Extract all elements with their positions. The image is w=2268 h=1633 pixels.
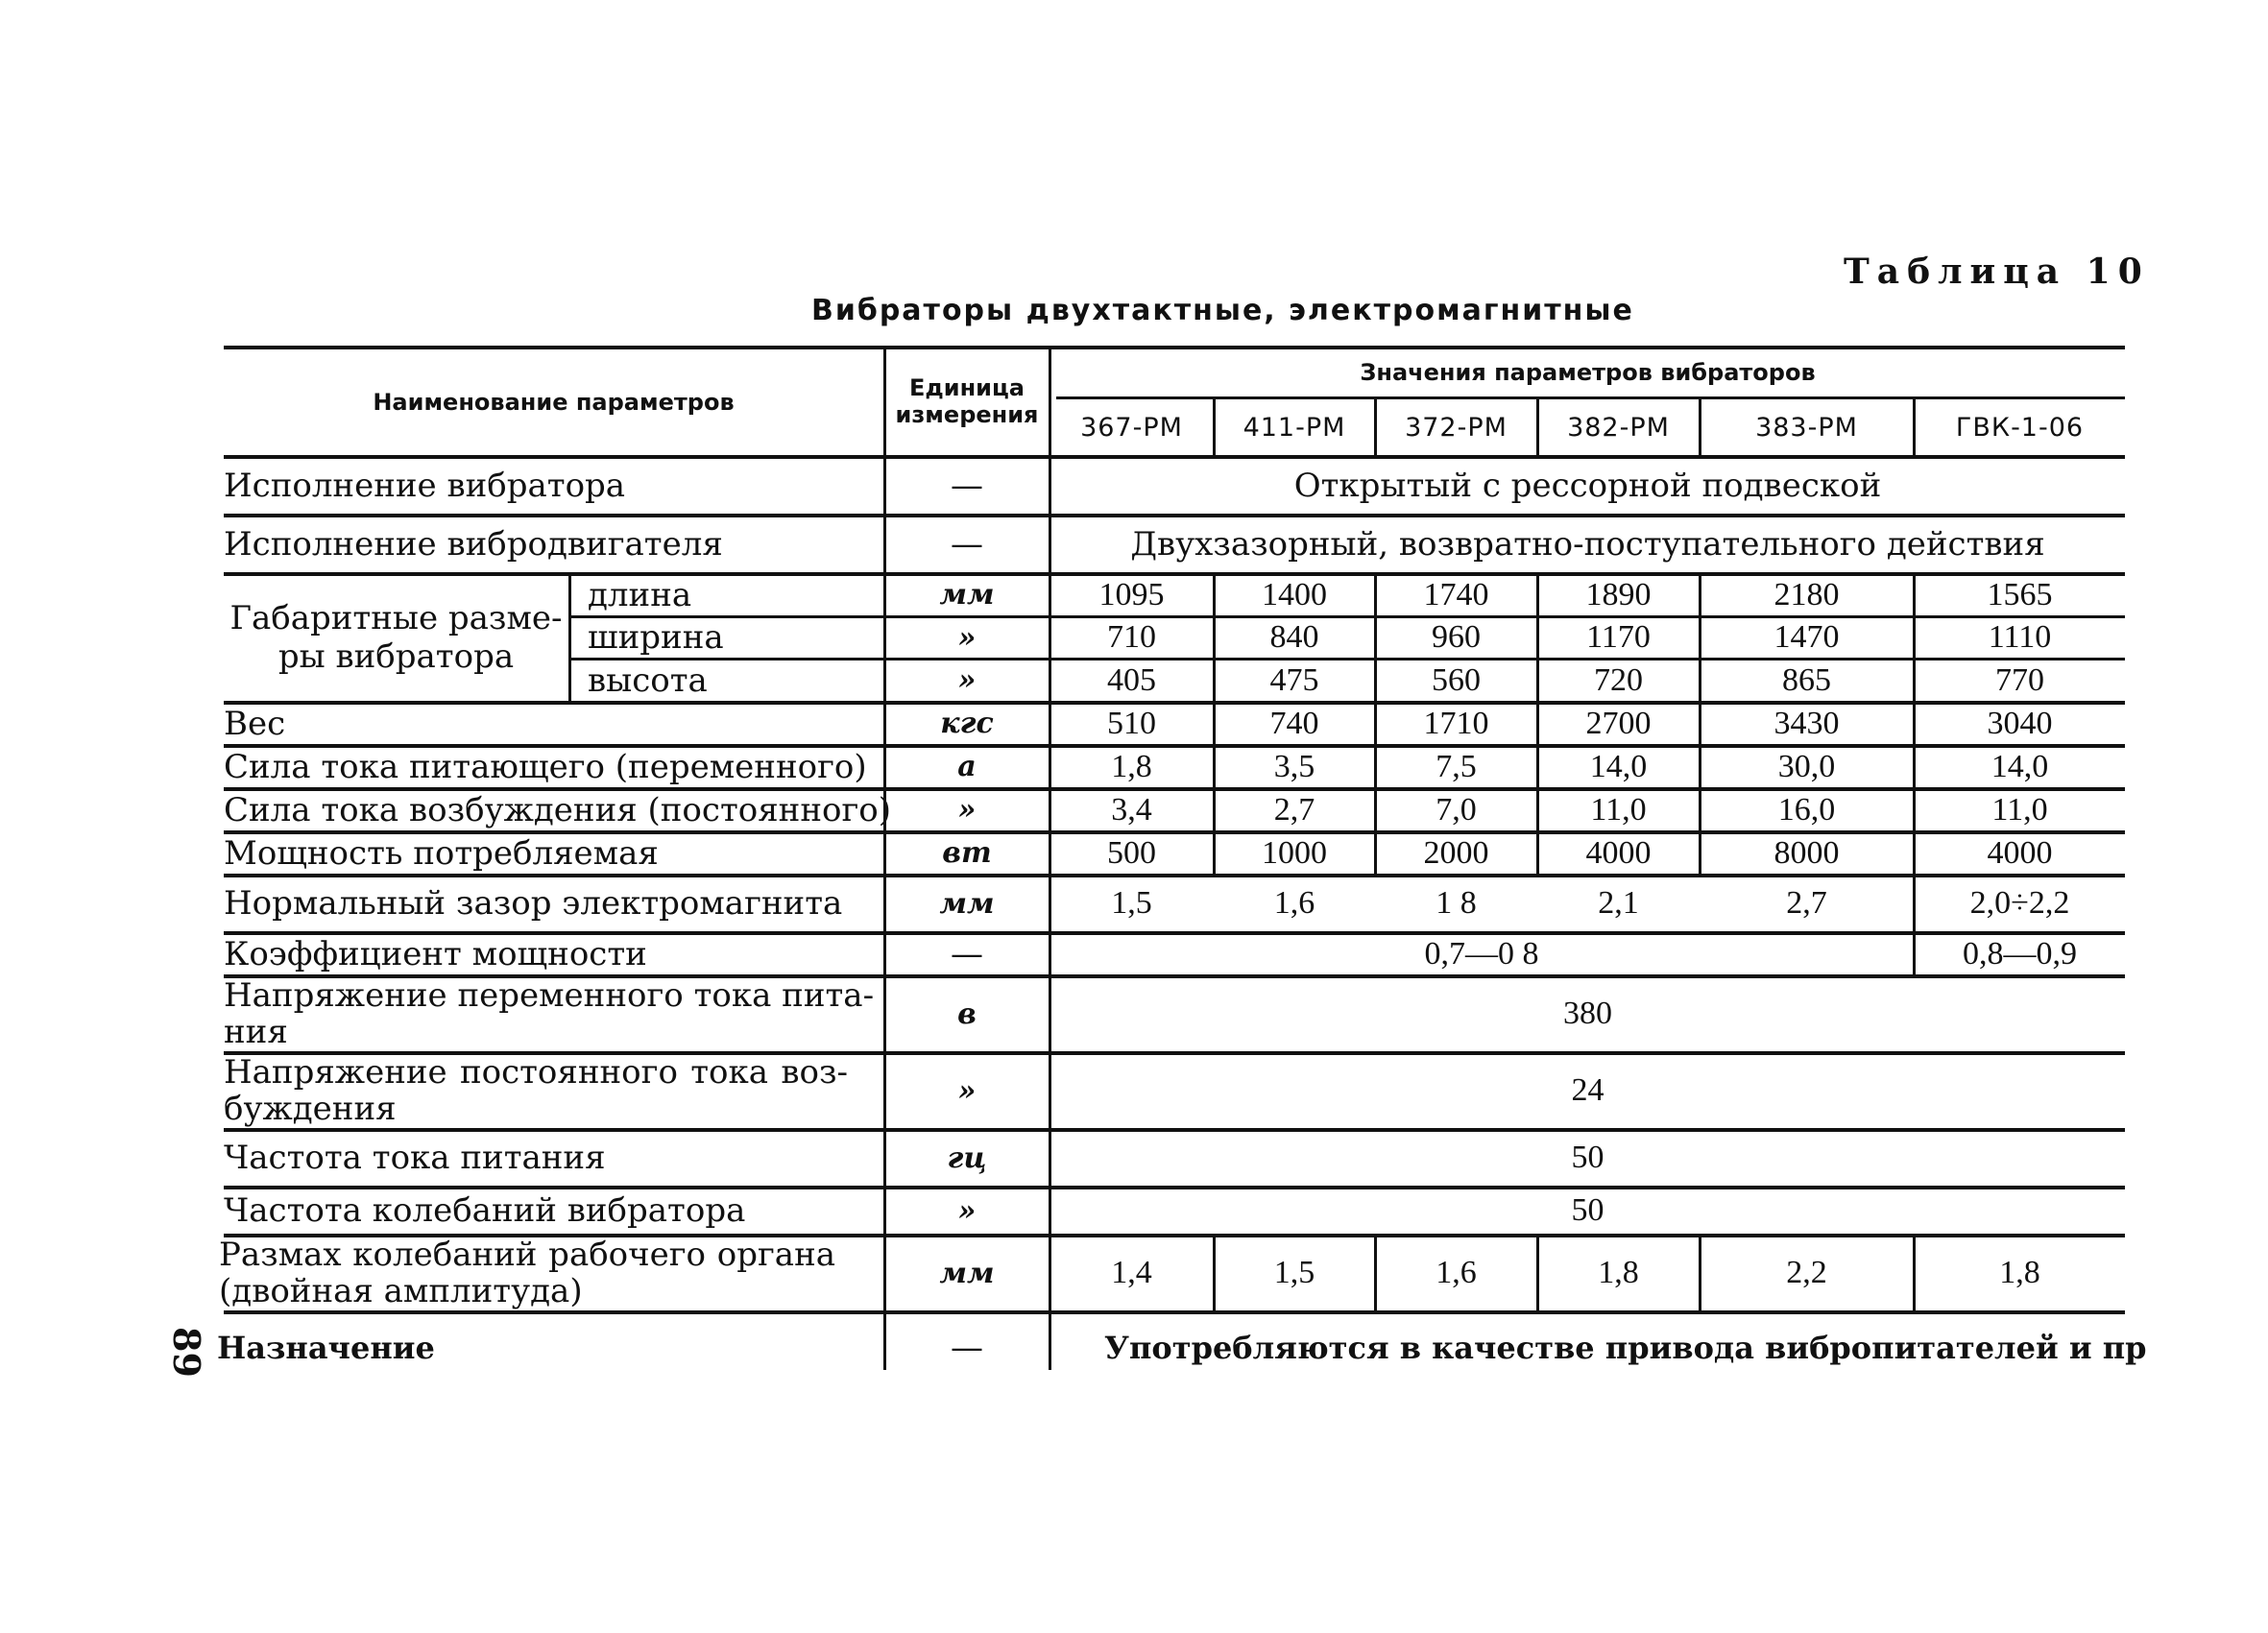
value-gap-411: 1,6: [1273, 885, 1315, 921]
row-name-excitation-current: Сила тока возбуждения (постоянного): [224, 790, 892, 829]
value-supply-current-367: 1,8: [1111, 748, 1152, 784]
model-372-rm: 372-РМ: [1405, 412, 1508, 443]
table-number-label: Таблица 10: [1844, 252, 2150, 292]
value-gap-367: 1,5: [1111, 885, 1152, 921]
value-weight-372: 1710: [1423, 705, 1489, 741]
dims-line2: ры вибратора: [277, 637, 515, 676]
value-supply-current-382: 14,0: [1589, 748, 1648, 784]
value-gap-gvk: 2,0÷2,2: [1969, 885, 2070, 921]
ac-voltage-line2: ния: [224, 1013, 288, 1051]
model-382-rm: 382-РМ: [1567, 412, 1670, 443]
row-unit-motor: —: [951, 524, 983, 564]
value-excitation-current-372: 7,0: [1436, 791, 1477, 828]
row-name-length: длина: [588, 575, 692, 614]
row-unit-width: »: [957, 620, 977, 655]
value-vib-freq: 50: [1571, 1192, 1604, 1228]
value-power-411: 1000: [1262, 834, 1327, 871]
row-name-power-factor: Коэффициент мощности: [224, 934, 647, 973]
value-excitation-current-383: 16,0: [1777, 791, 1836, 828]
value-supply-current-372: 7,5: [1436, 748, 1477, 784]
row-name-amplitude: [219, 1236, 835, 1310]
value-height-411: 475: [1269, 661, 1319, 698]
row-unit-ac-voltage: в: [957, 997, 977, 1031]
row-name-power: Мощность потребляемая: [224, 833, 659, 873]
dims-line1: Габаритные разме-: [229, 599, 563, 637]
table-title: Вибраторы двухтактные, электромагнитные: [811, 294, 1634, 327]
row-name-dims: [224, 574, 568, 701]
row-name-dc-voltage: [224, 1053, 848, 1128]
ac-voltage-line1: Напряжение переменного тока пита-: [224, 976, 875, 1015]
value-width-383: 1470: [1773, 619, 1840, 655]
row-unit-power: вт: [942, 836, 992, 870]
row-name-gap: Нормальный зазор электромагнита: [224, 884, 843, 923]
header-unit-line1: Единица: [909, 374, 1025, 401]
value-width-gvk: 1110: [1988, 619, 2052, 655]
row-name-supply-current: Сила тока питающего (переменного): [224, 747, 867, 786]
value-power-367: 500: [1107, 834, 1156, 871]
value-purpose: Употребляются в качестве привода вибропитателей и пр: [1104, 1330, 2147, 1366]
model-383-rm: 383-РМ: [1755, 412, 1858, 443]
value-supply-current-gvk: 14,0: [1991, 748, 2049, 784]
value-width-382: 1170: [1586, 619, 1651, 655]
value-length-382: 1890: [1585, 576, 1652, 612]
row-name-execution: Исполнение вибратора: [224, 466, 626, 505]
dc-voltage-line2: буждения: [224, 1090, 397, 1128]
row-name-motor: Исполнение вибродвигателя: [224, 524, 723, 564]
value-power-factor-gvk: 0,8—0,9: [1963, 935, 2077, 972]
value-length-383: 2180: [1773, 576, 1840, 612]
value-amplitude-382: 1,8: [1598, 1255, 1639, 1290]
row-unit-weight: кгс: [940, 707, 994, 740]
value-gap-372: 1 8: [1436, 885, 1477, 921]
row-unit-vib-freq: »: [957, 1193, 977, 1228]
row-name-purpose: Назначение: [217, 1330, 435, 1366]
row-name-weight: Вес: [224, 704, 286, 743]
value-height-383: 865: [1782, 661, 1831, 698]
model-367-rm: 367-РМ: [1080, 412, 1183, 443]
row-unit-excitation-current: »: [957, 793, 977, 827]
value-power-factor-main: 0,7—0 8: [1424, 935, 1539, 972]
row-unit-execution: —: [951, 466, 983, 505]
rule-bottom: [224, 1310, 2125, 1314]
value-width-411: 840: [1269, 619, 1319, 655]
header-unit: [885, 363, 1049, 440]
row-value-motor: Двухзазорный, возвратно-поступательного действия: [1130, 524, 2045, 564]
row-unit-supply-current: а: [957, 750, 977, 783]
value-height-367: 405: [1107, 661, 1156, 698]
header-values-group: Значения параметров вибраторов: [1360, 359, 1816, 386]
row-unit-dc-voltage: »: [957, 1073, 977, 1108]
value-height-372: 560: [1432, 661, 1481, 698]
value-amplitude-367: 1,4: [1111, 1255, 1152, 1290]
value-height-382: 720: [1594, 661, 1643, 698]
value-weight-367: 510: [1107, 705, 1156, 741]
value-dc-voltage: 24: [1571, 1072, 1604, 1108]
value-excitation-current-gvk: 11,0: [1991, 791, 2048, 828]
row-name-vib-freq: Частота колебаний вибратора: [224, 1191, 746, 1230]
value-gap-382: 2,1: [1598, 885, 1639, 921]
header-param-name: Наименование параметров: [373, 389, 735, 416]
value-length-411: 1400: [1262, 576, 1327, 612]
row-name-ac-voltage: [224, 976, 875, 1051]
dc-voltage-line1: Напряжение постоянного тока воз-: [224, 1053, 848, 1092]
value-supply-current-411: 3,5: [1273, 748, 1315, 784]
value-power-382: 4000: [1585, 834, 1652, 871]
value-amplitude-411: 1,5: [1273, 1255, 1315, 1290]
value-gap-383: 2,7: [1786, 885, 1827, 921]
col-divider-dims: [568, 574, 571, 701]
row-unit-supply-freq: гц: [947, 1141, 987, 1175]
value-length-367: 1095: [1098, 576, 1165, 612]
row-name-supply-freq: Частота тока питания: [224, 1139, 606, 1177]
row-unit-amplitude: мм: [939, 1256, 995, 1290]
row-unit-length: мм: [939, 578, 995, 612]
header-unit-line2: измерения: [895, 401, 1039, 428]
value-height-gvk: 770: [1995, 661, 2044, 698]
row-unit-purpose: —: [951, 1329, 983, 1367]
value-power-gvk: 4000: [1987, 834, 2053, 871]
value-weight-411: 740: [1269, 705, 1319, 741]
row-unit-power-factor: —: [951, 934, 983, 973]
value-amplitude-383: 2,2: [1786, 1255, 1827, 1290]
value-width-372: 960: [1432, 619, 1481, 655]
row-unit-gap: мм: [939, 886, 995, 921]
value-power-372: 2000: [1423, 834, 1489, 871]
value-excitation-current-411: 2,7: [1273, 791, 1315, 828]
value-weight-382: 2700: [1585, 705, 1652, 741]
model-gvk-1-06: ГВК-1-06: [1955, 412, 2085, 443]
value-weight-gvk: 3040: [1987, 705, 2053, 741]
value-supply-current-383: 30,0: [1777, 748, 1836, 784]
model-411-rm: 411-РМ: [1243, 412, 1346, 443]
value-amplitude-372: 1,6: [1436, 1255, 1477, 1290]
value-supply-freq: 50: [1571, 1140, 1604, 1175]
row-unit-height: »: [957, 663, 977, 697]
value-length-gvk: 1565: [1987, 576, 2053, 612]
value-width-367: 710: [1107, 619, 1156, 655]
amplitude-line2: (двойная амплитуда): [219, 1272, 583, 1310]
page-number: 89: [164, 1327, 208, 1378]
value-ac-voltage: 380: [1563, 996, 1612, 1031]
value-excitation-current-367: 3,4: [1111, 791, 1152, 828]
value-amplitude-gvk: 1,8: [1999, 1255, 2040, 1290]
value-power-383: 8000: [1773, 834, 1840, 871]
value-length-372: 1740: [1423, 576, 1489, 612]
row-name-width: ширина: [588, 618, 724, 657]
value-excitation-current-382: 11,0: [1590, 791, 1647, 828]
amplitude-line1: Размах колебаний рабочего органа: [219, 1236, 835, 1274]
row-name-height: высота: [588, 660, 708, 700]
value-weight-383: 3430: [1773, 705, 1840, 741]
row-value-execution: Открытый с рессорной подвеской: [1293, 466, 1882, 505]
